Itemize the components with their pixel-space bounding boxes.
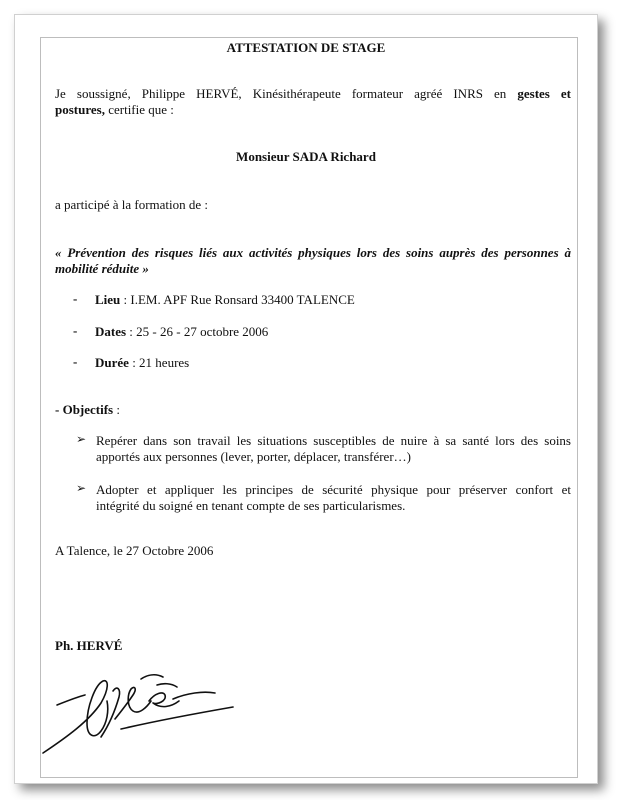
objective-2-line-1: Adopter et appliquer les principes de sécurité physique pour préserver confort et bbox=[96, 482, 571, 497]
training-title-line-1: « Prévention des risques liés aux activités physiques lors des soins auprès des personnes à bbox=[55, 245, 571, 260]
detail-dates bbox=[95, 323, 268, 340]
detail-label: Lieu bbox=[95, 292, 121, 307]
document-page bbox=[14, 14, 598, 784]
objective-1-line-2: apportés aux personnes (lever, porter, déplacer, transférer…) bbox=[96, 449, 411, 464]
intro-text: Je soussigné, Philippe HERVÉ, Kinésithérapeute formateur agréé INRS en bbox=[55, 86, 507, 101]
objectives-suffix: : bbox=[113, 402, 120, 417]
detail-value: : 25 - 26 - 27 octobre 2006 bbox=[126, 324, 269, 339]
intro-bold-1: gestes et bbox=[517, 86, 571, 101]
participation-text: a participé à la formation de : bbox=[55, 197, 209, 212]
objective-1-line-1: Repérer dans son travail les situations susceptibles de nuire à sa santé lors des soins bbox=[96, 433, 571, 448]
intro-line-2 bbox=[55, 101, 174, 118]
detail-value: : I.EM. APF Rue Ronsard 33400 TALENCE bbox=[120, 292, 355, 307]
intro-line-1 bbox=[55, 85, 571, 102]
signatory-name: Ph. HERVÉ bbox=[55, 638, 123, 653]
objectives-heading bbox=[55, 401, 120, 418]
training-title-line-2: mobilité réduite » bbox=[55, 261, 149, 276]
place-and-date: A Talence, le 27 Octobre 2006 bbox=[55, 543, 214, 558]
dash-bullet: - bbox=[73, 354, 78, 369]
intro-certify: certifie que : bbox=[104, 102, 174, 117]
detail-label: Dates bbox=[95, 324, 127, 339]
dash-bullet: - bbox=[73, 291, 78, 306]
recipient-name: Monsieur SADA Richard bbox=[236, 149, 376, 164]
detail-duration bbox=[95, 354, 189, 371]
intro-bold-2: postures, bbox=[55, 102, 105, 117]
dash-bullet: - bbox=[73, 323, 78, 338]
detail-value: : 21 heures bbox=[128, 355, 190, 370]
handwritten-signature bbox=[37, 645, 237, 755]
arrow-bullet-icon: ➢ bbox=[76, 481, 87, 495]
detail-label: Durée bbox=[95, 355, 129, 370]
objective-2-line-2: intégrité du soigné en tenant compte de ses particularismes. bbox=[96, 498, 406, 513]
document-title: ATTESTATION DE STAGE bbox=[226, 40, 386, 55]
arrow-bullet-icon: ➢ bbox=[76, 432, 87, 446]
objectives-label: - Objectifs bbox=[55, 402, 114, 417]
detail-location bbox=[95, 291, 355, 308]
